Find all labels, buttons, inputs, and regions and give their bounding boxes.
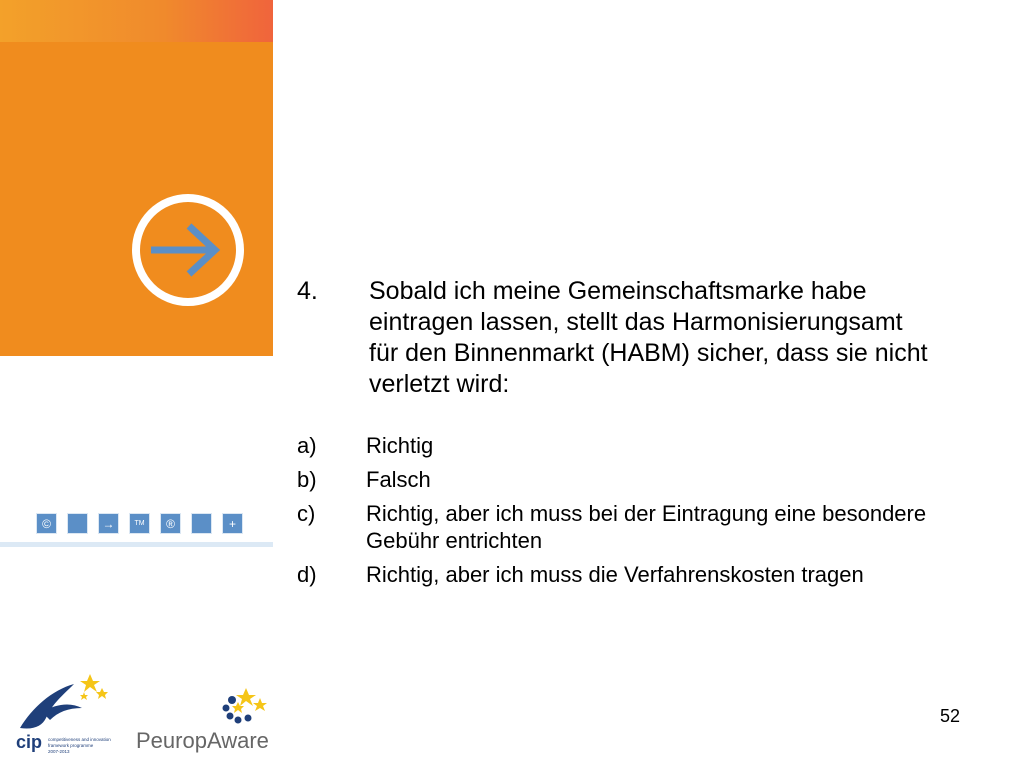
answer-letter: c) <box>297 501 316 526</box>
question-text: Sobald ich meine Gemeinschaftsmarke habe eintragen lassen, stellt das Harmonisierungsamt für den Binnenmarkt (HABM) sicher, dass sie nicht verletzt wird: <box>369 277 928 398</box>
svg-text:competitiveness and innovation: competitiveness and innovation <box>48 737 111 742</box>
plus-icon: + <box>222 513 243 534</box>
answer-text: Richtig <box>366 433 434 458</box>
svg-text:framework programme: framework programme <box>48 743 94 748</box>
answer-list <box>297 432 957 595</box>
orange-top-band <box>0 0 273 42</box>
blank-square-icon <box>191 513 212 534</box>
registered-icon: ® <box>160 513 181 534</box>
page-number: 52 <box>940 706 961 726</box>
svg-text:PeuropAware: PeuropAware <box>136 728 269 753</box>
copyright-icon: © <box>36 513 57 534</box>
answer-option-c <box>297 500 957 554</box>
svg-text:2007-2013: 2007-2013 <box>48 749 70 754</box>
blank-square-icon <box>67 513 88 534</box>
answer-option-a <box>297 432 957 459</box>
answer-letter: b) <box>297 467 317 492</box>
answer-option-d <box>297 561 957 588</box>
answer-letter: d) <box>297 562 317 587</box>
arrow-right-circle-icon <box>131 193 245 307</box>
answer-text: Richtig, aber ich muss die Verfahrenskosten tragen <box>366 562 864 587</box>
answer-letter: a) <box>297 433 317 458</box>
peuropaware-logo <box>134 684 284 758</box>
answer-text: Falsch <box>366 467 431 492</box>
svg-text:cip: cip <box>16 732 43 752</box>
answer-option-b <box>297 466 957 493</box>
question-block <box>297 276 937 400</box>
trademark-icon: TM <box>129 513 150 534</box>
divider-rule <box>0 542 273 547</box>
question-number: 4. <box>297 277 318 305</box>
arrow-right-icon: → <box>98 513 119 534</box>
icon-strip <box>36 513 253 535</box>
cip-logo <box>12 668 122 758</box>
answer-text: Richtig, aber ich muss bei der Eintragung eine besondere Gebühr entrichten <box>366 501 927 553</box>
